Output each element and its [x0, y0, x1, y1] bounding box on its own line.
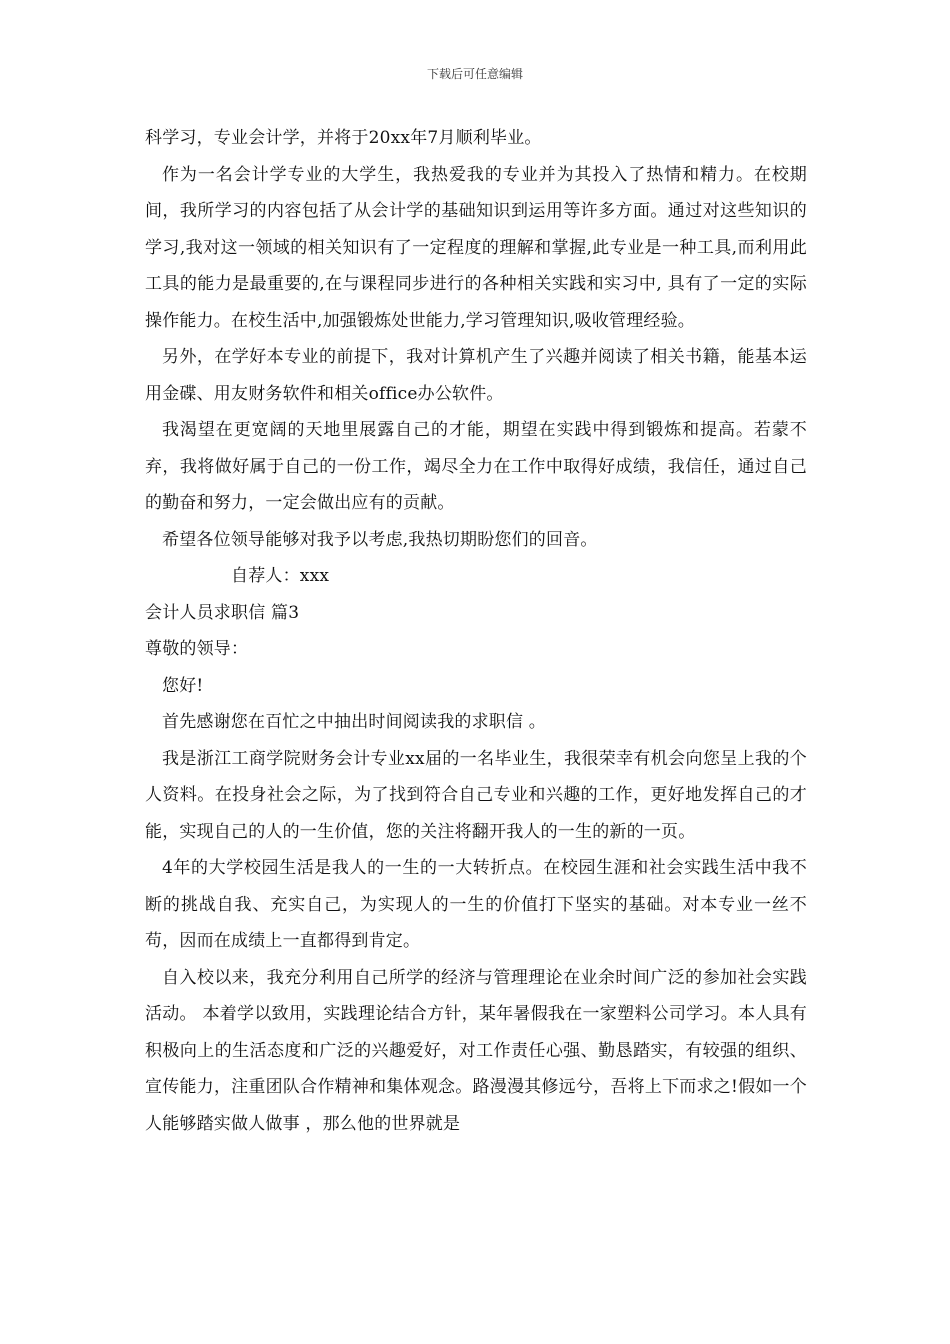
signature-line: 自荐人：xxx: [231, 566, 330, 586]
paragraph-major-study: 作为一名会计学专业的大学生，我热爱我的专业并为其投入了热情和精力。在校期间，我所学习的内容包括了从会计学的基础知识到运用等许多方面。通过对这些知识的学习,我对这一领域的相关知识有了一定程度的理解和掌握,此专业是一种工具,而利用此工具的能力是最重要的,在与课程同步进行的各种相关实践和实习中, 具有了一定的实际操作能力。在校生活中,加强锻炼处世能力,学习管理知识,吸收管理经验。: [145, 164, 807, 331]
paragraph-aspiration: 我渴望在更宽阔的天地里展露自己的才能，期望在实践中得到锻炼和提高。若蒙不弃，我将做好属于自己的一份工作，竭尽全力在工作中取得好成绩，我信任，通过自己的勤奋和努力，一定会做出应有的贡献。: [145, 420, 807, 513]
paragraph-introduction: 我是浙江工商学院财务会计专业xx届的一名毕业生，我很荣幸有机会向您呈上我的个人资料。在投身社会之际，为了找到符合自己专业和兴趣的工作，更好地发挥自己的才能，实现自己的人的一生价值，您的关注将翻开我人的一生的新的一页。: [145, 748, 807, 842]
paragraph-computer-skills: 另外，在学好本专业的前提下，我对计算机产生了兴趣并阅读了相关书籍，能基本运用金碟、用友财务软件和相关office办公软件。: [145, 347, 807, 404]
paragraph-university-life: 4年的大学校园生活是我人的一生的一大转折点。在校园生涯和社会实践生活中我不断的挑战自我、充实自己，为实现人的一生的价值打下坚实的基础。对本专业一丝不苟，因而在成绩上一直都得到肯定。: [145, 858, 807, 951]
paragraph-practice: 自入校以来，我充分利用自己所学的经济与管理理论在业余时间广泛的参加社会实践活动。 本着学以致用，实践理论结合方针，某年暑假我在一家塑料公司学习。本人具有积极向上的生活态度和广泛的兴趣爱好，对工作责任心强、勤恳踏实，有较强的组织、宣传能力，注重团队合作精神和集体观念。路漫漫其修远兮，吾将上下而求之!假如一个人能够踏实做人做事 ，那么他的世界就是: [145, 967, 807, 1134]
paragraph-thanks: 首先感谢您在百忙之中抽出时间阅读我的求职信 。: [162, 712, 547, 732]
greeting: 您好!: [162, 675, 204, 696]
paragraph-closing-hope: 希望各位领导能够对我予以考虑,我热切期盼您们的回音。: [162, 529, 598, 550]
salutation: 尊敬的领导：: [145, 639, 249, 659]
document-body: [145, 120, 807, 1142]
section-title: 会计人员求职信 篇3: [145, 602, 300, 623]
page-header: 下载后可任意编辑: [426, 67, 523, 81]
paragraph-graduation: 科学习，专业会计学，并将于20xx年7月顺利毕业。: [145, 128, 542, 148]
